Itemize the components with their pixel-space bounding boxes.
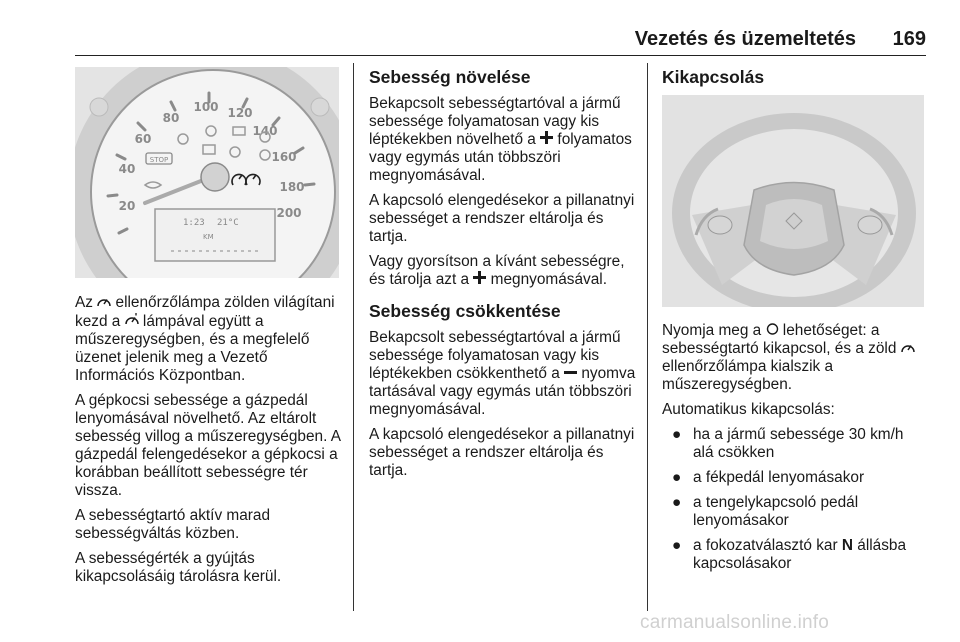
list-item: ● a fokozatválasztó kar N állásba kapcsolásakor (672, 537, 907, 572)
plus-icon (540, 131, 553, 144)
header-rule (75, 55, 926, 56)
instrument-cluster-figure (75, 67, 339, 278)
speed-tick-label: 80 (162, 111, 180, 125)
column-3-text (662, 67, 928, 95)
column-divider-1 (353, 63, 354, 611)
lcd-km: KM (203, 233, 214, 241)
paragraph: Bekapcsolt sebességtartóval a jármű sebessége folyamatosan vagy kis léptékekben csökkenthető a nyomva tartásával vagy egymás után többszöri megnyomásával. (369, 329, 636, 418)
cruise-control-icon (97, 296, 111, 307)
watermark: carmanualsonline.info (640, 612, 830, 633)
paragraph: A sebességtartó aktív marad sebességváltás közben. (75, 507, 271, 542)
paragraph: A gépkocsi sebessége a gázpedál lenyomásával növelhető. Az eltárolt sebesség villog a műszeregységben. A gázpedál felengedésekor a gépkocsi a korábban beállított sebességre tér vissza. (75, 392, 341, 499)
bullet-icon: ● (672, 494, 682, 511)
section-heading: Sebesség csökkentése (369, 301, 561, 321)
paragraph: A kapcsoló elengedésekor a pillanatnyi sebességet a rendszer eltárolja és tartja. (369, 426, 635, 479)
paragraph: Vagy gyorsítson a kívánt sebességre, és tárolja azt a megnyomásával. (369, 253, 625, 288)
speed-tick-label: 200 (276, 206, 302, 220)
bullet-icon: ● (672, 469, 682, 486)
paragraph: A sebességérték a gyújtás kikapcsolásáig tárolásra kerül. (75, 550, 282, 585)
column-3-body (662, 322, 928, 580)
bullet-list (662, 426, 928, 573)
page-title: Vezetés és üzemeltetés (634, 28, 856, 50)
plus-icon (473, 271, 486, 284)
list-item: ● a tengelykapcsoló pedál lenyomásakor (672, 494, 859, 529)
speed-tick-label: 40 (118, 162, 136, 176)
paragraph: Automatikus kikapcsolás: (662, 401, 835, 418)
cruise-set-icon (125, 312, 139, 326)
speed-tick-label: 140 (252, 124, 278, 138)
page-header (75, 22, 926, 56)
section-heading: Sebesség növelése (369, 67, 531, 87)
minus-icon (564, 369, 577, 378)
paragraph: A kapcsoló elengedésekor a pillanatnyi sebességet a rendszer eltárolja és tartja. (369, 192, 635, 245)
steering-wheel-illustration (662, 95, 924, 307)
paragraph: Nyomja meg a lehetőséget: a sebességtartó kikapcsol, és a zöld ellenőrzőlámpa kialszik a műszeregységben. (662, 322, 928, 394)
list-item: ● ha a jármű sebessége 30 km/h alá csökken (672, 426, 904, 461)
column-2-text (369, 67, 641, 487)
paragraph: Bekapcsolt sebességtartóval a jármű sebessége folyamatosan vagy kis léptékekben növelhető a folyamatos vagy egymás után többszöri megnyomásával. (369, 95, 632, 184)
list-item: ● a fékpedál lenyomásakor (672, 469, 865, 486)
speed-tick-label: 120 (227, 106, 253, 120)
steering-wheel-figure (662, 95, 924, 307)
lcd-time: 1:23 (183, 218, 205, 228)
page-number: 169 (892, 28, 926, 50)
speed-tick-label: 160 (271, 150, 297, 164)
paragraph: Az ellenőrzőlámpa zölden világítani kezd a lámpával együtt a műszeregységben, és a megfelelő üzenet jelenik meg a Vezető Információs Központban. (75, 294, 335, 384)
speed-tick-label: 20 (118, 199, 136, 213)
lcd-temp: 21°C (217, 218, 239, 228)
bullet-icon: ● (672, 537, 682, 554)
column-1-text (75, 294, 343, 593)
instrument-cluster-illustration (75, 67, 339, 278)
cruise-control-icon (901, 342, 915, 353)
section-heading: Kikapcsolás (662, 67, 765, 87)
stop-indicator: STOP (149, 156, 169, 164)
bullet-icon: ● (672, 426, 682, 443)
speed-tick-label: 100 (193, 100, 219, 114)
speed-tick-label: 60 (134, 132, 152, 146)
circle-button-icon (766, 322, 779, 335)
column-divider-2 (647, 63, 648, 611)
speed-tick-label: 180 (279, 180, 305, 194)
